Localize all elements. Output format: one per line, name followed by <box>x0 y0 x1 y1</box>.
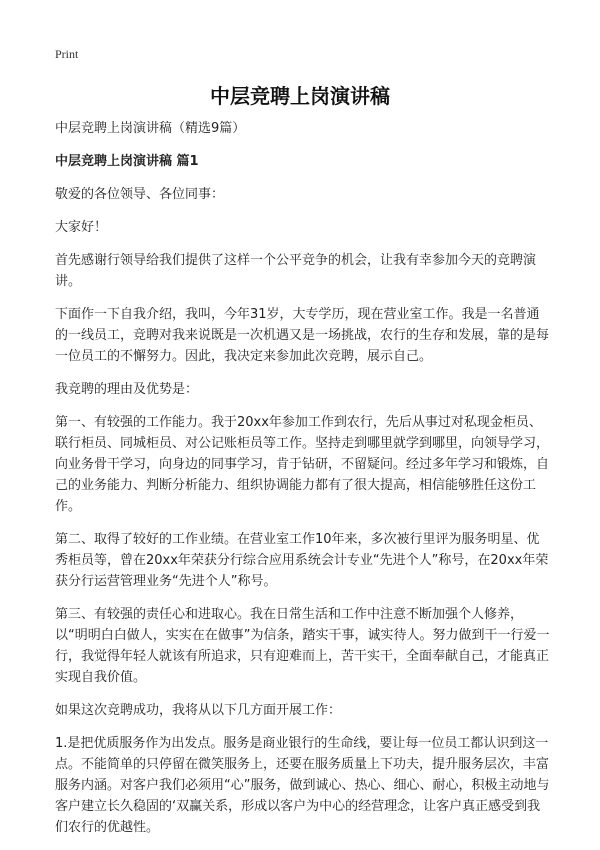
paragraph-plan: 如果这次竞聘成功，我将从以下几方面开展工作： <box>55 703 342 718</box>
paragraph-greeting: 敬爱的各位领导、各位同事： <box>55 187 225 202</box>
print-label: Print <box>55 47 79 61</box>
paragraph-hello: 大家好！ <box>55 220 108 235</box>
document-title: 中层竞聘上岗演讲稿 <box>210 84 390 108</box>
paragraph-point-1: 1.是把优质服务作为出发点。服务是商业银行的生命线，要让每一位员工都认识到这一点。不能简单的只停留在微笑服务上，还要在服务质量上下功夫，提升服务层次，丰富服务内涵。对客户我们必须用“心”服务，做到诚心、热心、细心、耐心，积极主动地与客户建立长久稳固的‘双赢关系，形成以客户为中心的经营理念，让客户真正感受到我们农行的优越性。 <box>55 736 550 835</box>
section-heading: 中层竞聘上岗演讲稿 篇1 <box>55 154 199 169</box>
paragraph-first: 第一、有较强的工作能力。我于20xx年参加工作到农行，先后从事过对私现金柜员、联行柜员、同城柜员、对公记账柜员等工作。坚持走到哪里就学到哪里，向领导学习，向业务骨干学习，向身边的同事学习，肯于钻研，不留疑问。经过多年学习和锻炼，自己的业务能力、判断分析能力、组织协调能力都有了很大提高，相信能够胜任这份工作。 <box>55 415 550 514</box>
paragraph-thanks: 首先感谢行领导给我们提供了这样一个公平竞争的机会，让我有幸参加今天的竞聘演讲。 <box>55 253 537 289</box>
paragraph-intro: 下面作一下自我介绍，我叫，今年31岁，大专学历，现在营业室工作。我是一名普通的一线员工，竞聘对我来说既是一次机遇又是一场挑战，农行的生存和发展，靠的是每一位员工的不懈努力。因此，我决定来参加此次竞聘，展示自己。 <box>55 307 550 364</box>
paragraph-second: 第二、取得了较好的工作业绩。在营业室工作10年来，多次被行里评为服务明星、优秀柜员等，曾在20xx年荣获分行综合应用系统会计专业“先进个人”称号，在20xx年荣获分行运营管理业务“先进个人”称号。 <box>55 532 549 589</box>
document-body <box>55 118 550 850</box>
paragraph-third: 第三、有较强的责任心和进取心。我在日常生活和工作中注意不断加强个人修养，以“明明白白做人，实实在在做事”为信条，踏实干事，诚实待人。努力做到干一行爱一行，我觉得年轻人就该有所追求，只有迎难而上，苦干实干，全面奉献自己，才能真正实现自我价值。 <box>55 607 550 685</box>
paragraph-reasons: 我竞聘的理由及优势是： <box>55 382 199 397</box>
document-subtitle: 中层竞聘上岗演讲稿（精选9篇） <box>55 121 246 136</box>
